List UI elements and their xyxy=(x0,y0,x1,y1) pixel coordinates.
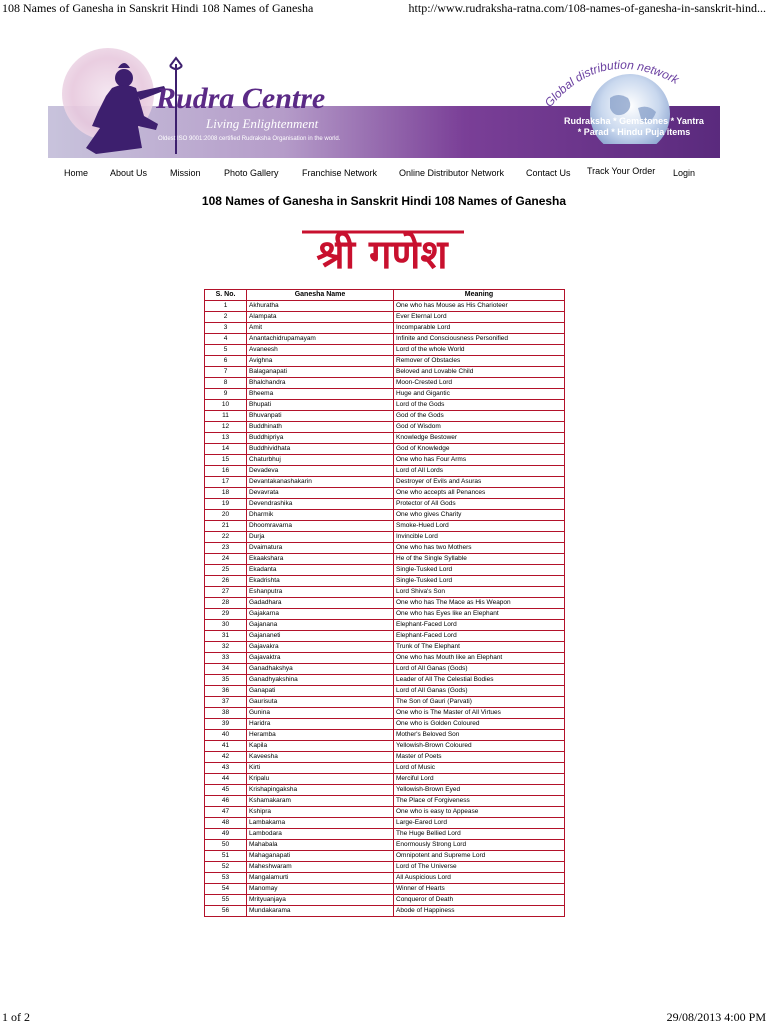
cell-ganesha-name: Kshipra xyxy=(247,807,394,818)
cell-ganesha-name: Buddhividhata xyxy=(247,444,394,455)
cell-ganesha-name: Lambodara xyxy=(247,829,394,840)
cell-meaning: Omnipotent and Supreme Lord xyxy=(394,851,565,862)
cell-ganesha-name: Gajanana xyxy=(247,620,394,631)
table-row xyxy=(205,565,565,576)
cell-meaning: Single-Tusked Lord xyxy=(394,565,565,576)
table-header-row xyxy=(205,290,565,301)
cell-ganesha-name: Eshanputra xyxy=(247,587,394,598)
cell-meaning: One who accepts all Penances xyxy=(394,488,565,499)
cell-meaning: The Huge Bellied Lord xyxy=(394,829,565,840)
cell-sno: 47 xyxy=(205,807,247,818)
cell-sno: 38 xyxy=(205,708,247,719)
cell-meaning: Lord of the whole World xyxy=(394,345,565,356)
table-row xyxy=(205,411,565,422)
cell-meaning: Lord of All Ganas (Gods) xyxy=(394,686,565,697)
table-row xyxy=(205,631,565,642)
cell-sno: 21 xyxy=(205,521,247,532)
svg-text:Global distribution network xyxy=(542,58,682,110)
table-row xyxy=(205,697,565,708)
cell-meaning: Beloved and Lovable Child xyxy=(394,367,565,378)
cell-meaning: Leader of All The Celestial Bodies xyxy=(394,675,565,686)
cell-ganesha-name: Maheshwaram xyxy=(247,862,394,873)
cell-sno: 41 xyxy=(205,741,247,752)
cell-ganesha-name: Gajavakra xyxy=(247,642,394,653)
column-header-meaning: Meaning xyxy=(394,290,565,301)
cell-meaning: Smoke-Hued Lord xyxy=(394,521,565,532)
cell-meaning: Destroyer of Evils and Asuras xyxy=(394,477,565,488)
table-row xyxy=(205,862,565,873)
cell-meaning: Elephant-Faced Lord xyxy=(394,631,565,642)
cell-ganesha-name: Kshamakaram xyxy=(247,796,394,807)
cell-ganesha-name: Kaveesha xyxy=(247,752,394,763)
cell-ganesha-name: Ekaakshara xyxy=(247,554,394,565)
cell-sno: 19 xyxy=(205,499,247,510)
cell-meaning: Lord of All Lords xyxy=(394,466,565,477)
cell-ganesha-name: Gaurisuta xyxy=(247,697,394,708)
table-row xyxy=(205,356,565,367)
cell-sno: 24 xyxy=(205,554,247,565)
cell-meaning: He of the Single Syllable xyxy=(394,554,565,565)
cell-meaning: One who has Four Arms xyxy=(394,455,565,466)
cell-meaning: The Place of Forgiveness xyxy=(394,796,565,807)
nav-home[interactable]: Home xyxy=(64,168,89,178)
cell-ganesha-name: Heramba xyxy=(247,730,394,741)
table-row xyxy=(205,554,565,565)
table-row xyxy=(205,521,565,532)
cell-sno: 1 xyxy=(205,301,247,312)
table-row xyxy=(205,433,565,444)
cell-ganesha-name: Devantakanashakarin xyxy=(247,477,394,488)
cell-ganesha-name: Mahabala xyxy=(247,840,394,851)
cell-ganesha-name: Bheema xyxy=(247,389,394,400)
cell-ganesha-name: Kapila xyxy=(247,741,394,752)
table-row xyxy=(205,818,565,829)
cell-meaning: The Son of Gauri (Parvati) xyxy=(394,697,565,708)
shri-ganesh-text: श्री गणेश xyxy=(316,232,448,278)
cell-meaning: God of Knowledge xyxy=(394,444,565,455)
cell-sno: 52 xyxy=(205,862,247,873)
cell-sno: 11 xyxy=(205,411,247,422)
cell-meaning: Lord of All Ganas (Gods) xyxy=(394,664,565,675)
cell-sno: 43 xyxy=(205,763,247,774)
cell-sno: 17 xyxy=(205,477,247,488)
table-row xyxy=(205,345,565,356)
cell-meaning: Yellowish-Brown Eyed xyxy=(394,785,565,796)
cell-ganesha-name: Devavrata xyxy=(247,488,394,499)
table-row xyxy=(205,642,565,653)
cell-ganesha-name: Avaneesh xyxy=(247,345,394,356)
cell-meaning: One who has The Mace as His Weapon xyxy=(394,598,565,609)
product-list xyxy=(544,116,720,138)
table-row xyxy=(205,587,565,598)
table-row xyxy=(205,895,565,906)
table-row xyxy=(205,400,565,411)
cell-meaning: Yellowish-Brown Coloured xyxy=(394,741,565,752)
cell-sno: 36 xyxy=(205,686,247,697)
cell-meaning: Incomparable Lord xyxy=(394,323,565,334)
table-row xyxy=(205,796,565,807)
table-row xyxy=(205,499,565,510)
cell-meaning: One who is The Master of All Virtues xyxy=(394,708,565,719)
cell-ganesha-name: Alampata xyxy=(247,312,394,323)
table-row xyxy=(205,466,565,477)
cell-sno: 29 xyxy=(205,609,247,620)
cell-meaning: God of Wisdom xyxy=(394,422,565,433)
ganesha-names-table xyxy=(204,289,565,917)
cell-meaning: Lord of the Gods xyxy=(394,400,565,411)
cell-ganesha-name: Haridra xyxy=(247,719,394,730)
column-header-name: Ganesha Name xyxy=(247,290,394,301)
table-row xyxy=(205,455,565,466)
table-row xyxy=(205,477,565,488)
cell-meaning: Mother's Beloved Son xyxy=(394,730,565,741)
cell-meaning: Trunk of The Elephant xyxy=(394,642,565,653)
page-heading: 108 Names of Ganesha in Sanskrit Hindi 108 Names of Ganesha xyxy=(201,194,567,208)
cell-ganesha-name: Bhuvanpati xyxy=(247,411,394,422)
cell-sno: 4 xyxy=(205,334,247,345)
table-row xyxy=(205,884,565,895)
cell-meaning: Lord Shiva's Son xyxy=(394,587,565,598)
cell-ganesha-name: Dharmik xyxy=(247,510,394,521)
cell-meaning: Lord of The Universe xyxy=(394,862,565,873)
global-distribution-network-text xyxy=(536,50,696,110)
nav-mission[interactable]: Mission xyxy=(170,168,201,178)
table-row xyxy=(205,389,565,400)
cell-sno: 55 xyxy=(205,895,247,906)
cell-ganesha-name: Manomay xyxy=(247,884,394,895)
cell-ganesha-name: Kirti xyxy=(247,763,394,774)
table-row xyxy=(205,510,565,521)
table-row xyxy=(205,301,565,312)
cell-ganesha-name: Lambakarna xyxy=(247,818,394,829)
table-row xyxy=(205,532,565,543)
nav-contact-us[interactable]: Contact Us xyxy=(526,168,571,178)
cell-ganesha-name: Gadadhara xyxy=(247,598,394,609)
cell-sno: 31 xyxy=(205,631,247,642)
cell-sno: 30 xyxy=(205,620,247,631)
cell-ganesha-name: Balaganapati xyxy=(247,367,394,378)
cell-meaning: Master of Poets xyxy=(394,752,565,763)
cell-ganesha-name: Gajananeti xyxy=(247,631,394,642)
cell-meaning: Invincible Lord xyxy=(394,532,565,543)
iso-certification-text: Oldest ISO 9001:2008 certified Rudraksha Organisation in the world. xyxy=(158,136,341,142)
print-footer xyxy=(0,1010,768,1024)
page-number: 1 of 2 xyxy=(2,1010,30,1024)
cell-meaning: Abode of Happiness xyxy=(394,906,565,917)
table-row xyxy=(205,488,565,499)
cell-ganesha-name: Krishapingaksha xyxy=(247,785,394,796)
table-body xyxy=(205,301,565,917)
table-row xyxy=(205,620,565,631)
cell-ganesha-name: Ganadhyakshina xyxy=(247,675,394,686)
cell-ganesha-name: Mrityuanjaya xyxy=(247,895,394,906)
table-row xyxy=(205,785,565,796)
cell-sno: 26 xyxy=(205,576,247,587)
cell-sno: 22 xyxy=(205,532,247,543)
cell-meaning: Merciful Lord xyxy=(394,774,565,785)
cell-meaning: Knowledge Bestower xyxy=(394,433,565,444)
cell-sno: 13 xyxy=(205,433,247,444)
cell-sno: 35 xyxy=(205,675,247,686)
cell-meaning: Huge and Gigantic xyxy=(394,389,565,400)
cell-sno: 54 xyxy=(205,884,247,895)
cell-ganesha-name: Chaturbhuj xyxy=(247,455,394,466)
cell-meaning: One who has Mouth like an Elephant xyxy=(394,653,565,664)
cell-ganesha-name: Kripalu xyxy=(247,774,394,785)
cell-ganesha-name: Ganapati xyxy=(247,686,394,697)
table-row xyxy=(205,543,565,554)
cell-sno: 53 xyxy=(205,873,247,884)
cell-ganesha-name: Buddhipriya xyxy=(247,433,394,444)
table-row xyxy=(205,774,565,785)
cell-meaning: Conqueror of Death xyxy=(394,895,565,906)
nav-track-your-order[interactable]: Track Your Order xyxy=(587,166,656,176)
nav-photo-gallery[interactable]: Photo Gallery xyxy=(224,168,279,178)
cell-ganesha-name: Bhupati xyxy=(247,400,394,411)
cell-sno: 28 xyxy=(205,598,247,609)
table-row xyxy=(205,323,565,334)
cell-sno: 25 xyxy=(205,565,247,576)
cell-meaning: Infinite and Consciousness Personified xyxy=(394,334,565,345)
table-row xyxy=(205,829,565,840)
print-page-title: 108 Names of Ganesha in Sanskrit Hindi 108 Names of Ganesha xyxy=(2,1,314,15)
cell-sno: 8 xyxy=(205,378,247,389)
print-header xyxy=(0,0,768,16)
table-row xyxy=(205,873,565,884)
cell-meaning: All Auspicious Lord xyxy=(394,873,565,884)
print-page-url[interactable]: http://www.rudraksha-ratna.com/108-names-of-ganesha-in-sanskrit-hind... xyxy=(408,1,766,15)
cell-sno: 32 xyxy=(205,642,247,653)
cell-ganesha-name: Gajakarna xyxy=(247,609,394,620)
nav-online-distributor-network[interactable]: Online Distributor Network xyxy=(399,168,505,178)
cell-ganesha-name: Gunina xyxy=(247,708,394,719)
cell-sno: 51 xyxy=(205,851,247,862)
table-row xyxy=(205,367,565,378)
cell-sno: 5 xyxy=(205,345,247,356)
cell-ganesha-name: Durja xyxy=(247,532,394,543)
cell-sno: 46 xyxy=(205,796,247,807)
table-row xyxy=(205,752,565,763)
cell-meaning: One who gives Charity xyxy=(394,510,565,521)
cell-meaning: Winner of Hearts xyxy=(394,884,565,895)
cell-sno: 48 xyxy=(205,818,247,829)
cell-sno: 27 xyxy=(205,587,247,598)
cell-sno: 45 xyxy=(205,785,247,796)
column-header-sno: S. No. xyxy=(205,290,247,301)
cell-ganesha-name: Anantachidrupamayam xyxy=(247,334,394,345)
cell-meaning: Protector of All Gods xyxy=(394,499,565,510)
cell-ganesha-name: Mahaganapati xyxy=(247,851,394,862)
table-row xyxy=(205,840,565,851)
cell-meaning: Elephant-Faced Lord xyxy=(394,620,565,631)
table-row xyxy=(205,664,565,675)
cell-meaning: One who has Mouse as His Charioteer xyxy=(394,301,565,312)
cell-sno: 40 xyxy=(205,730,247,741)
table-row xyxy=(205,719,565,730)
cell-ganesha-name: Bhalchandra xyxy=(247,378,394,389)
product-line-2: * Parad * Hindu Puja items xyxy=(577,127,691,137)
main-navigation xyxy=(0,166,768,180)
site-banner[interactable] xyxy=(48,48,720,158)
cell-meaning: One who is easy to Appease xyxy=(394,807,565,818)
cell-meaning: Remover of Obstacles xyxy=(394,356,565,367)
cell-ganesha-name: Akhuratha xyxy=(247,301,394,312)
cell-ganesha-name: Mundakarama xyxy=(247,906,394,917)
product-line-1: Rudraksha * Gemstones * Yantra xyxy=(564,116,704,126)
cell-ganesha-name: Ganadhakshya xyxy=(247,664,394,675)
cell-ganesha-name: Ekadanta xyxy=(247,565,394,576)
nav-login[interactable]: Login xyxy=(673,168,696,178)
cell-sno: 42 xyxy=(205,752,247,763)
cell-sno: 10 xyxy=(205,400,247,411)
cell-sno: 44 xyxy=(205,774,247,785)
cell-meaning: One who is Golden Coloured xyxy=(394,719,565,730)
table-row xyxy=(205,763,565,774)
cell-ganesha-name: Devendrashika xyxy=(247,499,394,510)
cell-meaning: Lord of Music xyxy=(394,763,565,774)
cell-sno: 33 xyxy=(205,653,247,664)
cell-ganesha-name: Ekadrishta xyxy=(247,576,394,587)
cell-meaning: Enormously Strong Lord xyxy=(394,840,565,851)
cell-sno: 7 xyxy=(205,367,247,378)
table-row xyxy=(205,422,565,433)
cell-sno: 23 xyxy=(205,543,247,554)
brand-name: Rudra Centre xyxy=(156,82,326,115)
brand-tagline: Living Enlightenment xyxy=(206,116,319,131)
cell-meaning: Moon-Crested Lord xyxy=(394,378,565,389)
cell-sno: 34 xyxy=(205,664,247,675)
cell-ganesha-name: Devadeva xyxy=(247,466,394,477)
cell-sno: 16 xyxy=(205,466,247,477)
cell-ganesha-name: Mangalamurti xyxy=(247,873,394,884)
table-row xyxy=(205,334,565,345)
nav-about-us[interactable]: About Us xyxy=(110,168,148,178)
cell-sno: 15 xyxy=(205,455,247,466)
table-row xyxy=(205,906,565,917)
cell-ganesha-name: Dvaimatura xyxy=(247,543,394,554)
cell-sno: 56 xyxy=(205,906,247,917)
table-row xyxy=(205,609,565,620)
cell-meaning: Single-Tusked Lord xyxy=(394,576,565,587)
print-datetime: 29/08/2013 4:00 PM xyxy=(666,1010,766,1024)
table-row xyxy=(205,378,565,389)
cell-ganesha-name: Buddhinath xyxy=(247,422,394,433)
cell-sno: 14 xyxy=(205,444,247,455)
cell-sno: 6 xyxy=(205,356,247,367)
shri-ganesh-logo xyxy=(292,214,472,286)
cell-meaning: Ever Eternal Lord xyxy=(394,312,565,323)
cell-sno: 50 xyxy=(205,840,247,851)
cell-meaning: One who has Eyes like an Elephant xyxy=(394,609,565,620)
network-label: Global distribution network xyxy=(541,57,682,110)
table-row xyxy=(205,686,565,697)
cell-sno: 20 xyxy=(205,510,247,521)
cell-sno: 39 xyxy=(205,719,247,730)
table-row xyxy=(205,675,565,686)
cell-sno: 3 xyxy=(205,323,247,334)
table-row xyxy=(205,653,565,664)
cell-sno: 12 xyxy=(205,422,247,433)
cell-sno: 2 xyxy=(205,312,247,323)
table-row xyxy=(205,851,565,862)
cell-sno: 37 xyxy=(205,697,247,708)
cell-meaning: Large-Eared Lord xyxy=(394,818,565,829)
cell-sno: 18 xyxy=(205,488,247,499)
table-row xyxy=(205,807,565,818)
table-row xyxy=(205,444,565,455)
table-row xyxy=(205,730,565,741)
table-row xyxy=(205,708,565,719)
cell-sno: 49 xyxy=(205,829,247,840)
nav-franchise-network[interactable]: Franchise Network xyxy=(302,168,378,178)
cell-sno: 9 xyxy=(205,389,247,400)
cell-ganesha-name: Gajavaktra xyxy=(247,653,394,664)
table-row xyxy=(205,312,565,323)
cell-meaning: God of the Gods xyxy=(394,411,565,422)
cell-meaning: One who has two Mothers xyxy=(394,543,565,554)
table-row xyxy=(205,598,565,609)
cell-ganesha-name: Avighna xyxy=(247,356,394,367)
table-row xyxy=(205,741,565,752)
cell-ganesha-name: Dhoomravarna xyxy=(247,521,394,532)
cell-ganesha-name: Amit xyxy=(247,323,394,334)
table-row xyxy=(205,576,565,587)
